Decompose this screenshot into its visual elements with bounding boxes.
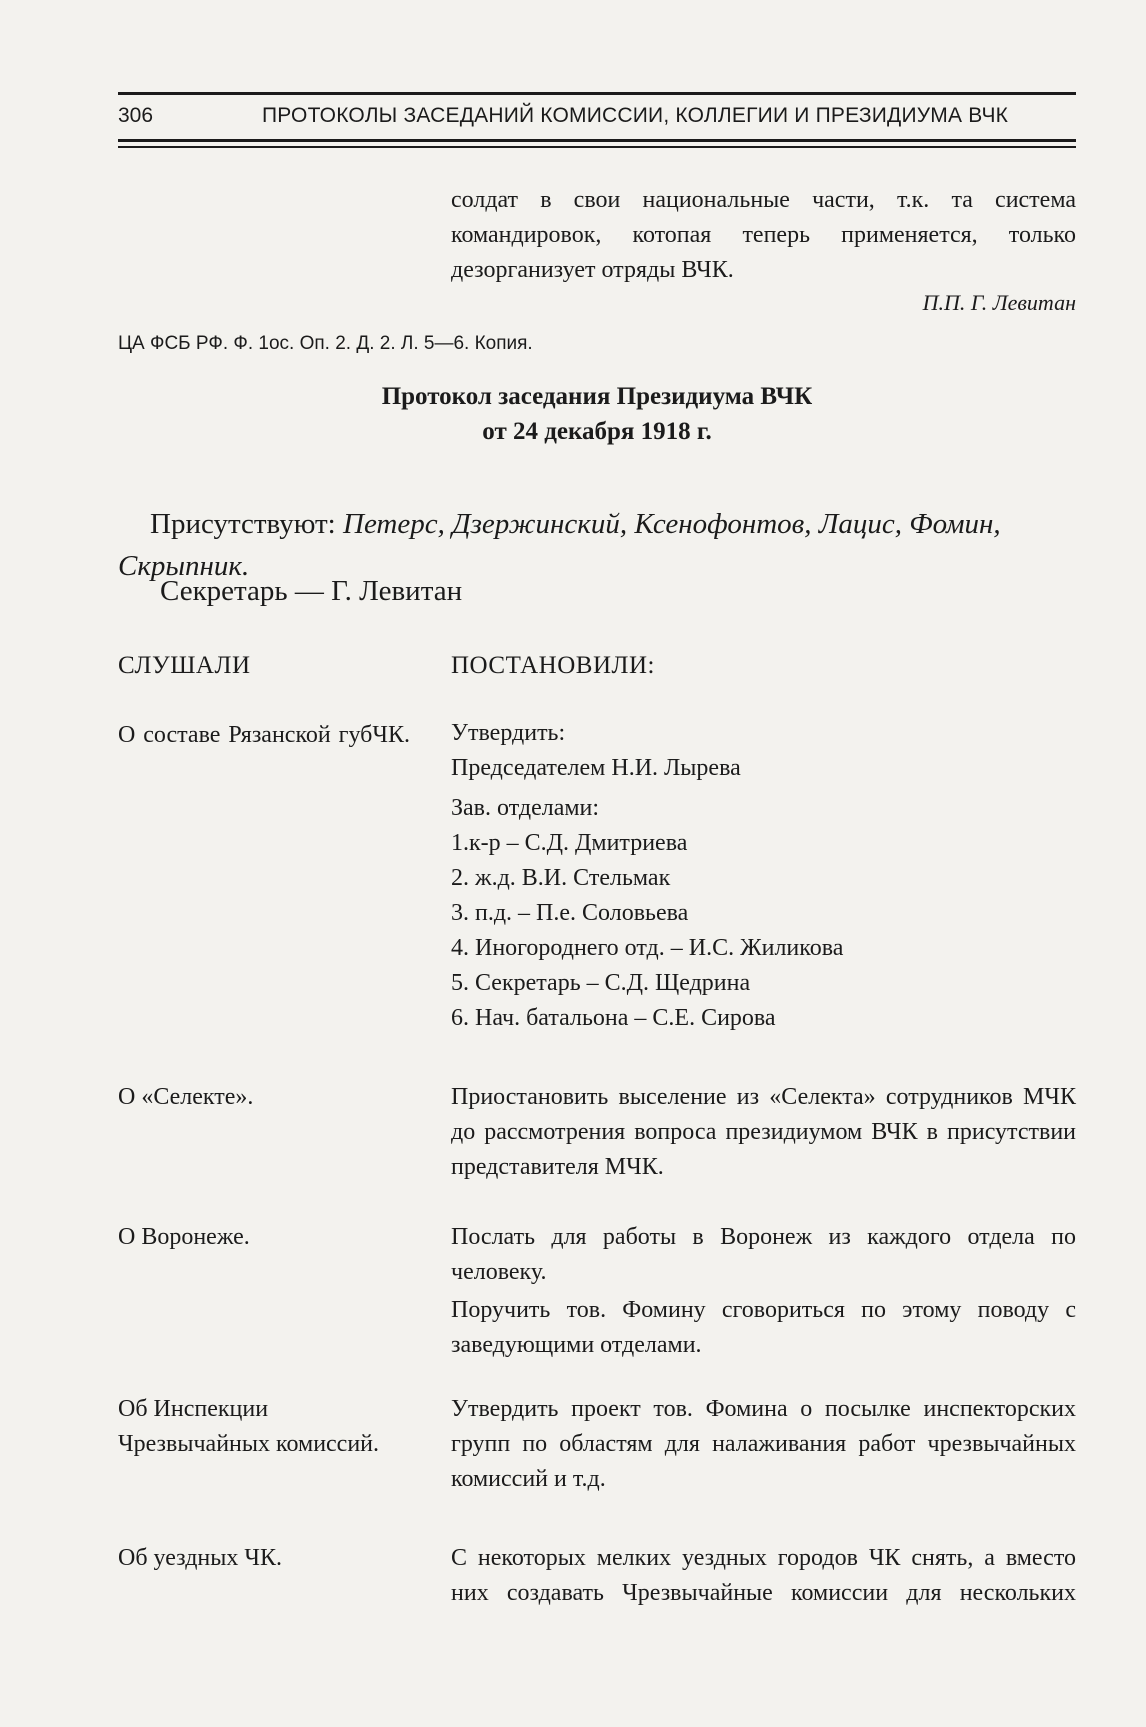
- department-line: 4. Иногороднего отд. – И.С. Жиликова: [451, 935, 844, 961]
- header-rule-secondary: [118, 146, 1076, 148]
- item-heard: [118, 718, 410, 753]
- attendees-label: Присутствуют:: [150, 508, 336, 540]
- item-resolved-intro: Утвердить:: [451, 720, 566, 746]
- departments-label: Зав. отделами:: [451, 795, 600, 821]
- item-resolved: Приостановить выселение из «Селекта» сотрудников МЧК до рассмотрения вопроса президиумом ВЧК в присутствии представителя МЧК.: [451, 1084, 1076, 1180]
- attendees-names: Петерс, Дзержинский, Ксенофонтов, Лацис, Фомин, Скрыпник.: [118, 508, 1001, 582]
- archive-reference: ЦА ФСБ РФ. Ф. 1ос. Оп. 2. Д. 2. Л. 5—6. Копия.: [118, 333, 533, 354]
- page-number: 306: [118, 104, 154, 127]
- resolved-heading: ПОСТАНОВИЛИ:: [451, 652, 655, 679]
- item-heard: Об Инспекции Чрезвычайных комиссий.: [118, 1396, 380, 1457]
- department-line: 1.к-р – С.Д. Дмитриева: [451, 830, 688, 856]
- item-heard-text: О составе Рязанской губЧК.: [118, 722, 410, 748]
- heard-heading: СЛУШАЛИ: [118, 652, 251, 679]
- signature: П.П. Г. Левитан: [922, 290, 1076, 315]
- secretary: Секретарь — Г. Левитан: [160, 575, 463, 607]
- item-resolved: С некоторых мелких уездных городов ЧК снять, а вместо них создавать Чрезвычайные комиссии для нескольких: [451, 1545, 1076, 1606]
- item-resolved: Послать для рaботы в Воронеж из каждого отдела по человеку.: [451, 1224, 1076, 1285]
- department-line: 2. ж.д. В.И. Стельмак: [451, 865, 671, 891]
- item-resolved: Поручить тов. Фомину сговориться по этому поводу с заведующими отделами.: [451, 1297, 1076, 1358]
- department-line: 3. п.д. – П.е. Соловьева: [451, 900, 689, 926]
- header-top-rule: [118, 92, 1076, 95]
- department-line: 6. Нач. батальона – С.Е. Сирова: [451, 1005, 776, 1031]
- item-heard: О «Селекте».: [118, 1084, 254, 1110]
- carryover-text: солдат в свои национальные части, т.к. та система командировок, котопая теперь применяется, только дезорганизует отряды ВЧК.: [451, 187, 1076, 283]
- item-heard: О Воронеже.: [118, 1224, 250, 1250]
- department-line: 5. Секретарь – С.Д. Щедрина: [451, 970, 751, 996]
- header-rule: [118, 139, 1076, 142]
- chairman-line: Председателем Н.И. Лырева: [451, 755, 741, 781]
- running-title: ПРОТОКОЛЫ ЗАСЕДАНИЙ КОМИССИИ, КОЛЛЕГИИ И ПРЕЗИДИУМА ВЧК: [262, 104, 1009, 127]
- item-resolved: Утвердить проект тов. Фомина о посылке инспекторских групп по областям для налаживания работ чрезвычайных комиссий и т.д.: [451, 1396, 1076, 1492]
- document-date: от 24 декабря 1918 г.: [482, 418, 712, 445]
- document-title: Протокол заседания Президиума ВЧК: [381, 383, 813, 410]
- item-heard: Об уездных ЧК.: [118, 1545, 283, 1571]
